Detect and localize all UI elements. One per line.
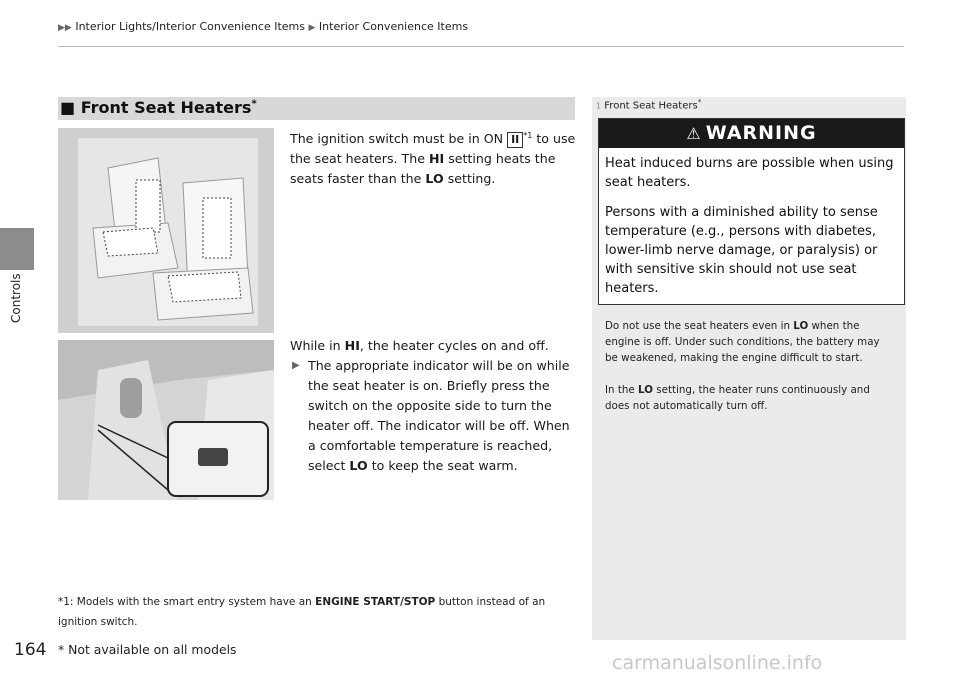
hi-paragraph: [290, 336, 580, 476]
watermark: carmanualsonline.info: [612, 652, 823, 674]
warning-box: [598, 118, 905, 305]
chapter-label: Controls: [9, 273, 23, 323]
hi-text: While in: [290, 338, 345, 353]
note-arrow-icon: ▶: [292, 360, 300, 371]
ignition-key-badge: II: [507, 132, 523, 148]
warning-header: [599, 119, 904, 148]
notes-heading-marker: 1: [596, 101, 602, 111]
section-title-star: *: [251, 98, 257, 110]
footer-note: * Not available on all models: [58, 642, 237, 657]
header-divider: [58, 46, 904, 47]
breadcrumb-arrow-icon: ▶▶: [58, 23, 72, 33]
seat-illustration: [58, 128, 274, 333]
footnote-text-2: button instead of an ignition switch.: [58, 596, 546, 628]
indicator-text-2: to keep the seat warm.: [367, 458, 518, 473]
hi-setting: HI: [428, 151, 445, 167]
warning-text-2: Persons with a diminished ability to sense temperature (e.g., persons with diabetes, lower-limb nerve damage, or paralysis) or with sensitive skin should not use seat heaters.: [605, 205, 878, 296]
chapter-tab: [0, 228, 34, 270]
footnote-ref: *1: [523, 131, 533, 140]
note-battery: [605, 318, 895, 366]
breadcrumb: [58, 20, 468, 33]
notes-heading-star: *: [697, 98, 702, 106]
note-continuous-lo: LO: [638, 384, 653, 396]
intro-paragraph: [290, 126, 578, 189]
notes-heading: [596, 98, 701, 111]
breadcrumb-link-2[interactable]: Interior Convenience Items: [318, 20, 469, 33]
hi-setting-2: HI: [344, 338, 360, 353]
note-battery-lo: LO: [793, 320, 809, 332]
lo-setting: LO: [425, 171, 444, 187]
footnote-text: *1: Models with the smart entry system have an: [58, 596, 316, 608]
lo-setting-2: LO: [349, 458, 368, 473]
footnote-button-name: ENGINE START/STOP: [315, 596, 436, 608]
indicator-note: [290, 356, 580, 476]
warning-label: WARNING: [705, 122, 817, 144]
note-continuous-text: In the: [605, 384, 639, 396]
note-battery-text-2: when the engine is off. Under such conditions, the battery may be weakened, making the engine difficult to start.: [605, 320, 880, 364]
console-switch-photo: [58, 340, 274, 500]
note-battery-text: Do not use the seat heaters even in: [605, 320, 794, 332]
notes-heading-text: Front Seat Heaters: [604, 100, 698, 112]
page-number: 164: [14, 640, 47, 660]
breadcrumb-separator-icon: ▶: [308, 23, 316, 33]
warning-text-1: Heat induced burns are possible when using seat heaters.: [605, 156, 894, 190]
intro-text-3: setting heats the seats faster than the: [290, 151, 556, 187]
hi-text-2: , the heater cycles on and off.: [359, 338, 549, 353]
note-continuous-text-2: setting, the heater runs continuously and does not automatically turn off.: [605, 384, 870, 412]
footnote: [58, 592, 578, 632]
intro-text-4: setting.: [443, 171, 496, 187]
section-title: [60, 98, 257, 117]
intro-text: The ignition switch must be in ON: [290, 131, 508, 147]
section-marker-icon: ■: [60, 98, 76, 117]
note-continuous: [605, 382, 895, 414]
warning-icon: ⚠: [686, 124, 702, 143]
warning-body: [599, 148, 904, 298]
indicator-text: The appropriate indicator will be on while the seat heater is on. Briefly press the switch on the opposite side to turn the heater off. The indicator will be off. When a comfortable temperature is reached, select: [308, 358, 570, 473]
section-title-text: Front Seat Heaters: [80, 98, 252, 117]
intro-text-2: to use the seat heaters. The: [290, 131, 576, 167]
breadcrumb-link-1[interactable]: Interior Lights/Interior Convenience Items: [75, 20, 305, 33]
